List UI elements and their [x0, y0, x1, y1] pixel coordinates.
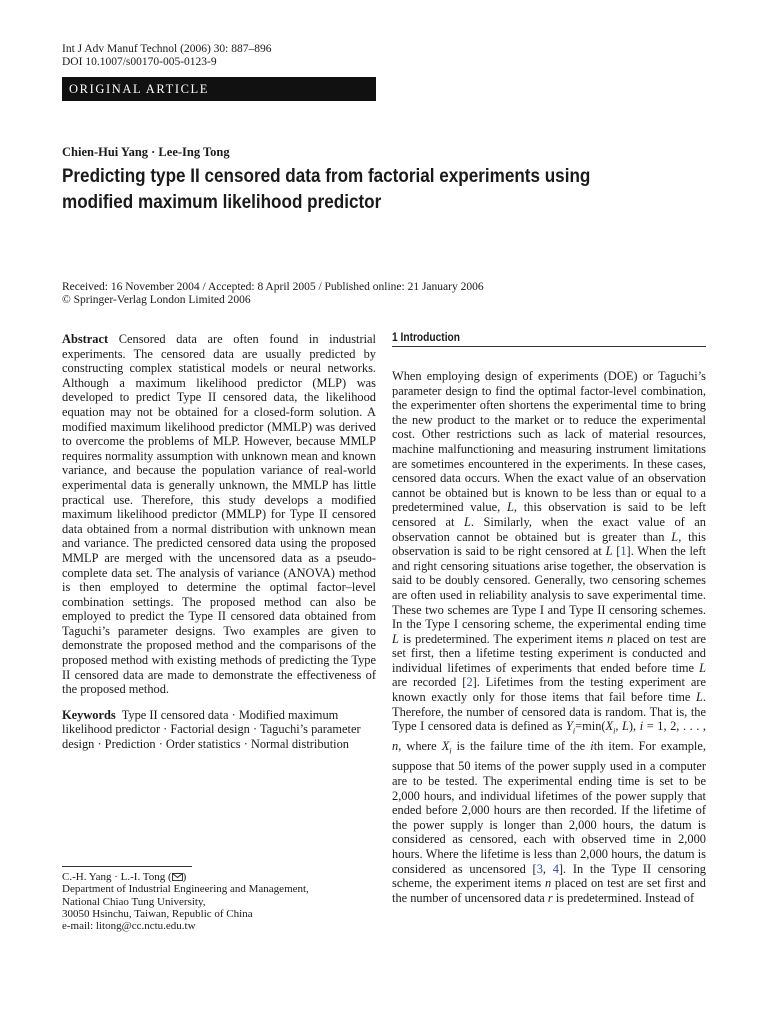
affiliation: [62, 871, 309, 932]
left-column: [62, 332, 376, 764]
citation-link[interactable]: 3: [536, 861, 543, 876]
right-column: [392, 330, 706, 905]
affiliation-authors: C.-H. Yang · L.-I. Tong ( ): [62, 871, 187, 883]
affiliation-dept: Department of Industrial Engineering and Management,: [62, 883, 309, 896]
journal-header: [62, 43, 271, 69]
citation-link[interactable]: 2: [466, 675, 473, 690]
journal-citation: Int J Adv Manuf Technol (2006) 30: 887–896: [62, 43, 272, 55]
copyright: © Springer-Verlag London Limited 2006: [62, 294, 251, 306]
citation-link[interactable]: 4: [552, 861, 559, 876]
affiliation-university: National Chiao Tung University,: [62, 895, 206, 908]
article-type-banner: ORIGINAL ARTICLE: [62, 77, 376, 101]
publication-dates: Received: 16 November 2004 / Accepted: 8 April 2005 / Published online: 21 January 2006: [62, 281, 484, 293]
keywords: [62, 708, 376, 752]
keywords-text: Type II censored data · Modified maximum likelihood predictor · Factorial design · Taguchi’s parameter design · Prediction · Order statistics · Normal distribution: [62, 707, 361, 752]
abstract-text: Censored data are often found in industrial experiments. The censored data are usually predicted by constructing complex statistical models or neural networks. Although a maximum likelihood predictor (MLP) was developed to predict Type II censored data, the likelihood equation may not be obtained for a closed-form solution. A modified maximum likelihood predictor (MMLP) was derived to overcome the problems of MLP. However, because MMLP requires normality assumption with unknown mean and known variance, and because the population variance of real-world experimental data is generally unknown, the MMLP has little practical use. Therefore, this study develops a modified maximum likelihood predictor (MMLP) for Type II censored data obtained from a normal distribution with unknown mean and variance. The predicted censored data using the proposed MMLP are merged with the uncensored data as a pseudo-complete data set. The analysis of variance (ANOVA) method is then employed to determine the optimal factor–level combination settings. The proposed method can also be employed to predict the Type II censored data obtained from Taguchi’s parameter designs. Two examples are given to demonstrate the proposed method and the comparisons of the proposed method with existing methods of predicting the Type II censored data are made to demonstrate the effectiveness of the proposed method.: [62, 332, 376, 697]
article-title: Predicting type II censored data from factorial experiments using modified maximum likelihood predictor: [62, 166, 591, 213]
authors: Chien-Hui Yang · Lee-Ing Tong: [62, 145, 230, 159]
footnote-rule: [62, 866, 192, 867]
doi[interactable]: DOI 10.1007/s00170-005-0123-9: [62, 56, 217, 68]
section-rule: [392, 346, 706, 347]
envelope-icon[interactable]: [172, 871, 183, 883]
affiliation-address: 30050 Hsinchu, Taiwan, Republic of China: [62, 907, 253, 920]
abstract: [62, 332, 376, 697]
introduction-paragraph: When employing design of experiments (DOE) or Taguchi’s parameter design to find the optimal factor-level combination, the experimenter often shortens the experimental time to bring the new product to the market or to reduce the experimental cost. Other restrictions such as lack of material resources, machine malfunctioning and measuring instrument limitations are sometimes encountered in the experiments. In these cases, censored data occurs. When the exact value of an observation cannot be obtained but is known to be less than or equal to a predetermined value, L, this observation is said to be left censored at L. Similarly, when the exact value of an observation cannot be obtained but is greater than L, this observation is said to be right censored at L [1]. When the left and right censoring situations arise together, the observation is said to be doubly censored. Generally, two censoring schemes are often used in reliability analysis to save experimental time. These two schemes are Type I and Type II censoring schemes. In the Type I censoring scheme, the experimental ending time L is predetermined. The experiment items n placed on test are set first, then a lifetime testing experiment is conducted and individual lifetimes of experiments that ended before time L are recorded [2]. Lifetimes from the testing experiment are known exactly only for those items that fail before time L. Therefore, the number of censored data is random. That is, the Type I censored data is defined as $Y_i=\min(X_i$, L), i = 1, 2, . . . , n, where $X_i$ is the failure time of the ith item. For example, suppose that 50 items of the power supply used in a computer are to be tested. The experimental ending time is set to be 2,000 hours, and individual lifetimes of the power supply that ended before 2,000 hours are then recorded. If the lifetime of the power supply is longer than 2,000 hours, the datum is considered as censored, each with observed time in 2,000 hours. Where the lifetime is less than 2,000 hours, the datum is considered as uncensored [3, 4]. In the Type II censoring scheme, the experiment items n placed on test are set first and the number of uncensored data r is predetermined. Instead of: [392, 369, 706, 905]
section-heading-introduction: 1 Introduction: [392, 330, 460, 344]
abstract-label: Abstract: [62, 332, 109, 346]
citation-link[interactable]: 1: [620, 544, 627, 559]
keywords-label: Keywords: [62, 707, 116, 722]
affiliation-email[interactable]: e-mail: litong@cc.nctu.edu.tw: [62, 920, 196, 933]
